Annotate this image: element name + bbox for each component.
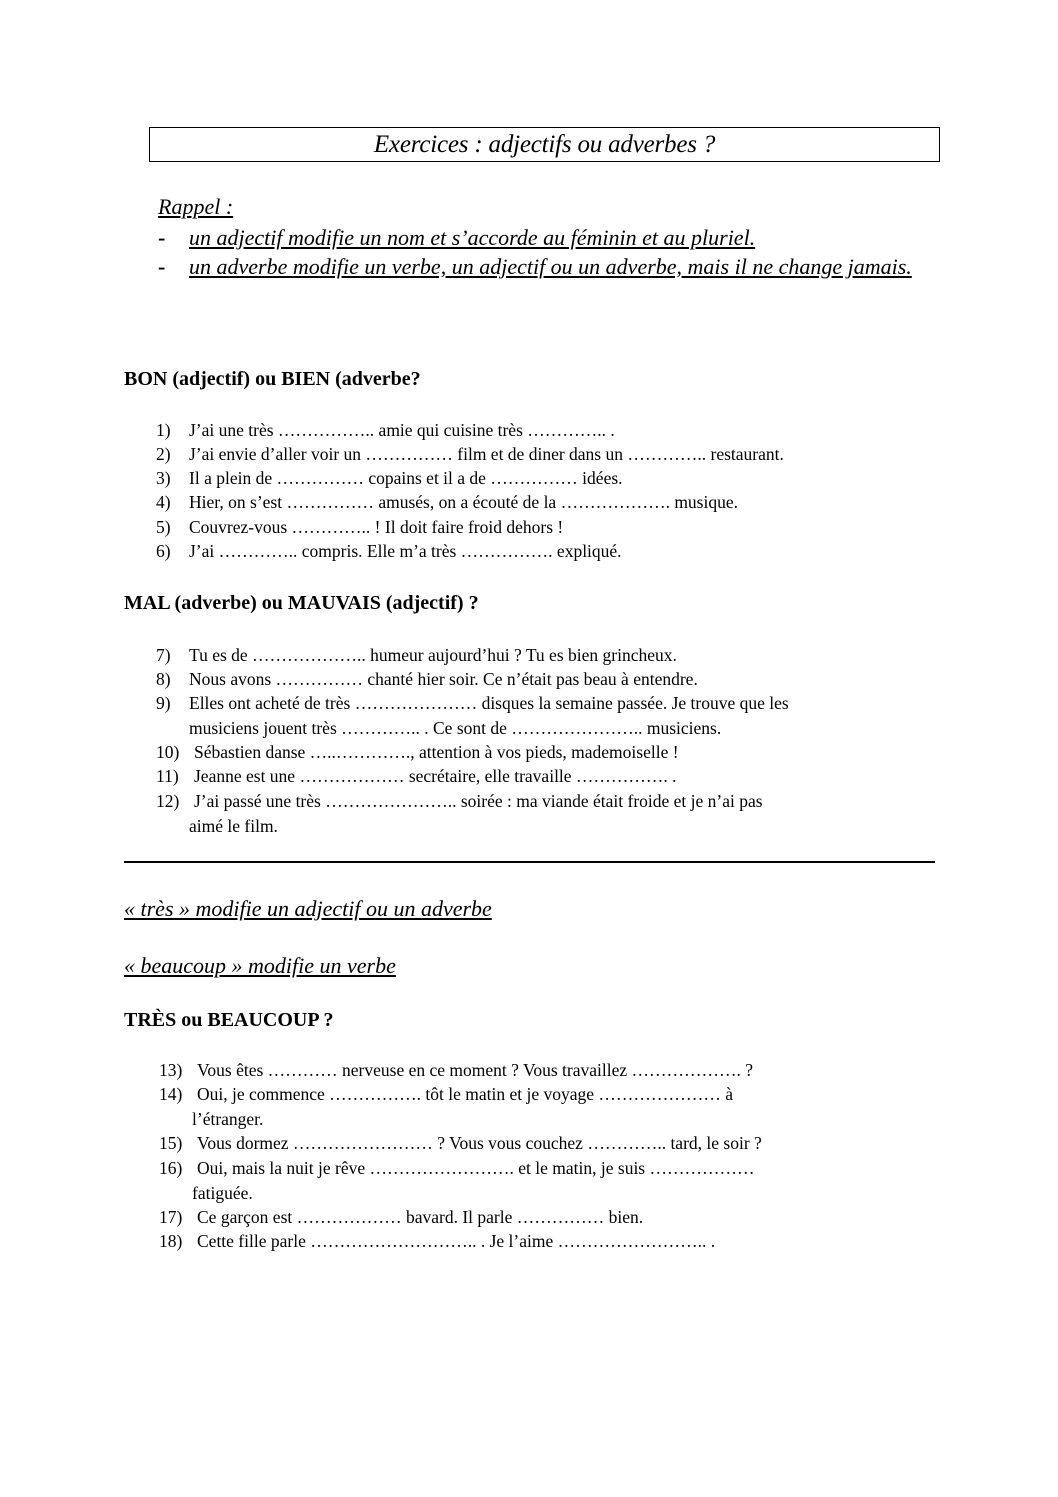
exercise-text: Cette fille parle ……………………….. . Je l’aime …………………….. . bbox=[197, 1231, 716, 1251]
exercise-item: 12) J’ai passé une très ………………….. soirée : ma viande était froide et je n’ai pas aimé le film. bbox=[156, 789, 763, 838]
exercise-item: 3) Il a plein de …………… copains et il a de …………… idées. bbox=[156, 468, 623, 488]
exercise-item: 2) J’ai envie d’aller voir un …………… film et de diner dans un ………….. restaurant. bbox=[156, 444, 784, 464]
exercise-item: 18) Cette fille parle ……………………….. . Je l’aime …………………….. . bbox=[159, 1231, 716, 1251]
bullet-dash: - bbox=[158, 254, 166, 279]
exercise-item: 8) Nous avons …………… chanté hier soir. Ce n’était pas beau à entendre. bbox=[156, 669, 698, 689]
exercise-item: 9) Elles ont acheté de très ………………… disques la semaine passée. Je trouve que les musiciens jouent très ………….. . Ce sont de ………………….. musiciens. bbox=[156, 691, 789, 740]
exercise-item: 17) Ce garçon est ……………… bavard. Il parle …………… bien. bbox=[159, 1207, 644, 1227]
exercise-text: Jeanne est une ……………… secrétaire, elle travaille ……………. . bbox=[194, 766, 677, 786]
exercise-text: J’ai passé une très ………………….. soirée : ma viande était froide et je n’ai pas bbox=[194, 791, 763, 811]
exercise-text-continued: fatiguée. bbox=[192, 1182, 253, 1203]
exercise-text: Il a plein de …………… copains et il a de …………… idées. bbox=[189, 468, 623, 488]
exercise-item: 15) Vous dormez …………………… ? Vous vous couchez ………….. tard, le soir ? bbox=[159, 1133, 762, 1153]
exercise-item: 1) J’ai une très …………….. amie qui cuisine très ………….. . bbox=[156, 420, 615, 440]
exercise-text: Oui, mais la nuit je rêve ……………………. et le matin, je suis ……………… bbox=[197, 1158, 755, 1178]
exercise-item: 6) J’ai ………….. compris. Elle m’a très ……………. expliqué. bbox=[156, 541, 622, 561]
exercise-item: 10) Sébastien danse …..…………., attention à vos pieds, mademoiselle ! bbox=[156, 742, 679, 762]
note-tres: « très » modifie un adjectif ou un adverbe bbox=[124, 896, 492, 921]
exercise-text: Nous avons …………… chanté hier soir. Ce n’était pas beau à entendre. bbox=[189, 669, 698, 689]
exercise-text-continued: aimé le film. bbox=[189, 815, 278, 836]
exercise-text: Tu es de ……………….. humeur aujourd’hui ? Tu es bien grincheux. bbox=[189, 645, 677, 665]
exercise-text-continued: musiciens jouent très ………….. . Ce sont de ………………….. musiciens. bbox=[189, 717, 722, 738]
rule-adverbe: un adverbe modifie un verbe, un adjectif ou un adverbe, mais il ne change jamais. bbox=[189, 254, 912, 279]
exercise-text: Ce garçon est ……………… bavard. Il parle …………… bien. bbox=[197, 1207, 644, 1227]
exercise-text: Oui, je commence ……………. tôt le matin et je voyage ………………… à bbox=[197, 1084, 734, 1104]
exercise-text-continued: l’étranger. bbox=[192, 1108, 264, 1129]
exercise-item: 14) Oui, je commence ……………. tôt le matin et je voyage ………………… à l’étranger. bbox=[159, 1082, 733, 1131]
exercise-item: 11) Jeanne est une ……………… secrétaire, elle travaille ……………. . bbox=[156, 766, 677, 786]
exercise-text: Couvrez-vous ………….. ! Il doit faire froid dehors ! bbox=[189, 517, 564, 537]
title-box bbox=[149, 127, 940, 162]
note-beaucoup: « beaucoup » modifie un verbe bbox=[124, 953, 396, 978]
exercise-item: 5) Couvrez-vous ………….. ! Il doit faire froid dehors ! bbox=[156, 517, 564, 537]
bullet-dash: - bbox=[158, 225, 166, 250]
exercise-item: 7) Tu es de ……………….. humeur aujourd’hui ? Tu es bien grincheux. bbox=[156, 645, 677, 665]
exercise-text: Sébastien danse …..…………., attention à vos pieds, mademoiselle ! bbox=[194, 742, 679, 762]
exercise-text: J’ai ………….. compris. Elle m’a très ……………. expliqué. bbox=[189, 541, 622, 561]
exercise-item: 4) Hier, on s’est …………… amusés, on a écouté de la ………………. musique. bbox=[156, 492, 738, 512]
exercise-item: 16) Oui, mais la nuit je rêve ……………………. et le matin, je suis ……………… fatiguée. bbox=[159, 1156, 755, 1205]
exercise-text: Vous êtes ………… nerveuse en ce moment ? Vous travaillez ………………. ? bbox=[197, 1060, 754, 1080]
rule-adjectif: un adjectif modifie un nom et s’accorde au féminin et au pluriel. bbox=[189, 225, 756, 250]
exercise-item: 13) Vous êtes ………… nerveuse en ce moment ? Vous travaillez ………………. ? bbox=[159, 1060, 754, 1080]
section-heading-tres-beaucoup: TRÈS ou BEAUCOUP ? bbox=[124, 1009, 334, 1031]
exercise-text: Hier, on s’est …………… amusés, on a écouté de la ………………. musique. bbox=[189, 492, 738, 512]
exercise-text: J’ai une très …………….. amie qui cuisine très ………….. . bbox=[189, 420, 615, 440]
page-title: Exercices : adjectifs ou adverbes ? bbox=[373, 131, 716, 158]
divider bbox=[124, 861, 935, 863]
exercise-text: J’ai envie d’aller voir un …………… film et de diner dans un ………….. restaurant. bbox=[189, 444, 784, 464]
exercise-text: Vous dormez …………………… ? Vous vous couchez ………….. tard, le soir ? bbox=[197, 1133, 762, 1153]
rappel-label: Rappel : bbox=[158, 194, 234, 219]
section-heading-bon-bien: BON (adjectif) ou BIEN (adverbe? bbox=[124, 368, 421, 390]
exercise-text: Elles ont acheté de très ………………… disques la semaine passée. Je trouve que les bbox=[189, 693, 789, 713]
section-heading-mal-mauvais: MAL (adverbe) ou MAUVAIS (adjectif) ? bbox=[124, 592, 479, 614]
